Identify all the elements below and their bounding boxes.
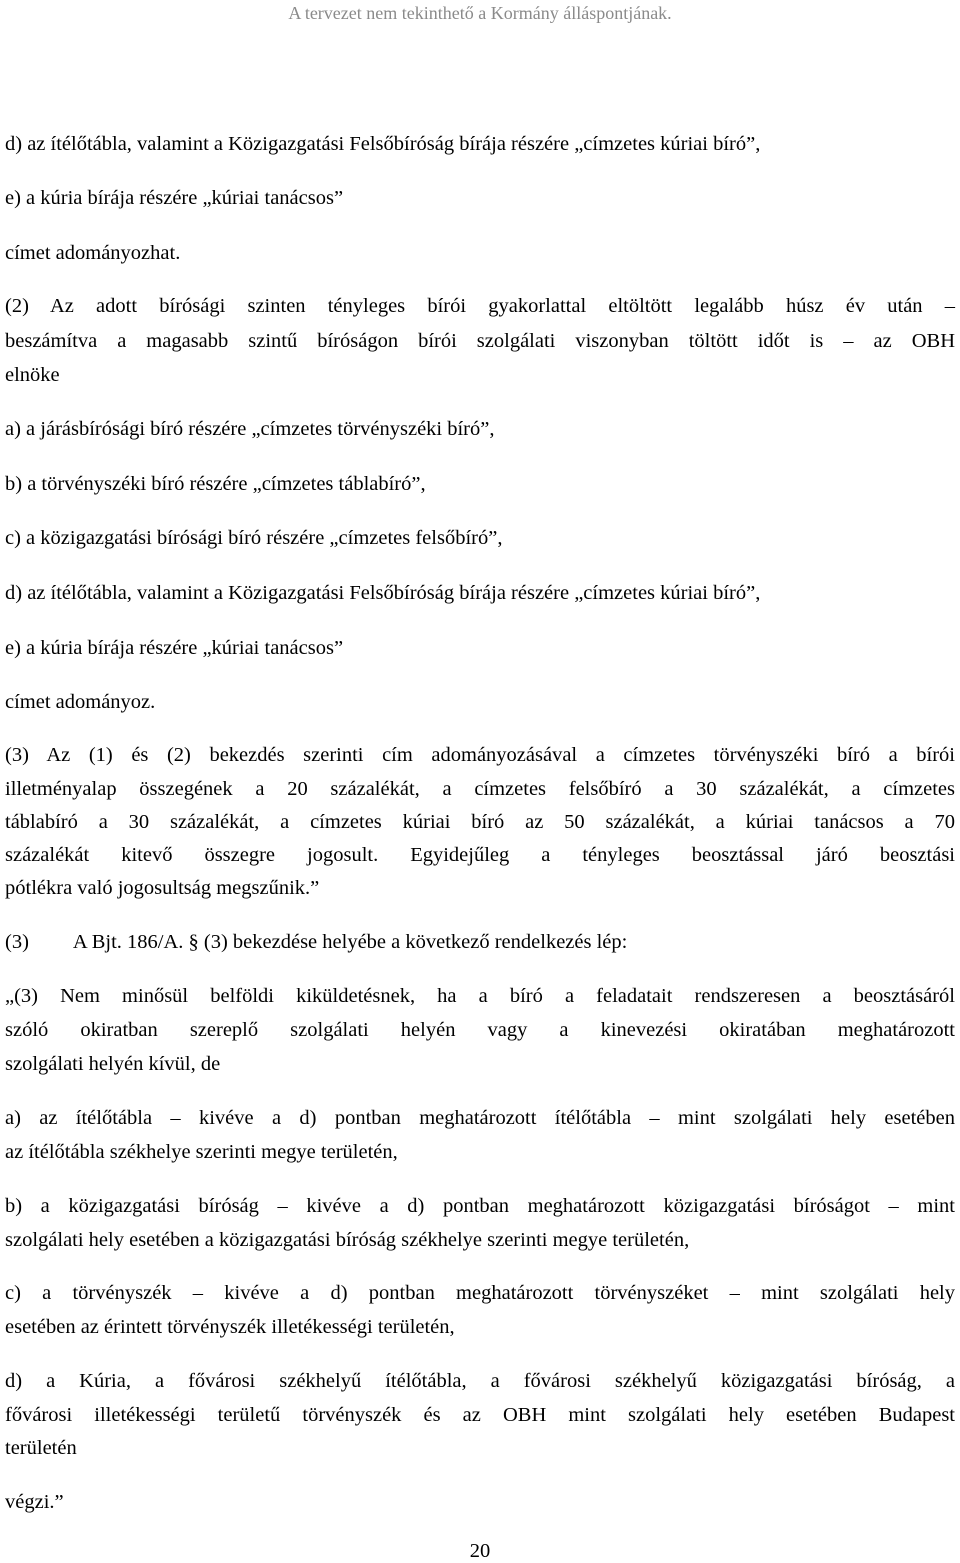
quote-point-c-line2: esetében az érintett törvényszék illetékességi területén, bbox=[5, 1316, 455, 1338]
para3-line1: (3) Az (1) és (2) bekezdés szerinti cím adományozásával a címzetes törvényszéki bíró a bírói bbox=[5, 744, 955, 766]
para2-line1: (2) Az adott bírósági szinten tényleges bírói gyakorlattal eltöltött legalább húsz év után – bbox=[5, 295, 955, 317]
quote-line3: szolgálati helyén kívül, de bbox=[5, 1053, 221, 1075]
block1-point-d: d) az ítélőtábla, valamint a Közigazgatási Felsőbíróság bírája részére „címzetes kúriai bíró”, bbox=[5, 133, 761, 155]
para3-line4: százalékát kitevő összegre jogosult. Egyidejűleg a tényleges beosztással járó beosztási bbox=[5, 844, 955, 866]
para3-line2: illetményalap összegének a 20 százalékát, a címzetes felsőbíró a 30 százalékát, a címzetes bbox=[5, 778, 955, 800]
para2-point-e: e) a kúria bírája részére „kúriai tanácsos” bbox=[5, 637, 344, 659]
block1-point-e: e) a kúria bírája részére „kúriai tanácsos” bbox=[5, 187, 344, 209]
para2-line2: beszámítva a magasabb szintű bíróságon bírói szolgálati viszonyban töltött időt is – az OBH bbox=[5, 330, 955, 352]
para2-point-c: c) a közigazgatási bírósági bíró részére „címzetes felsőbíró”, bbox=[5, 527, 503, 549]
page-number: 20 bbox=[469, 1540, 491, 1562]
quote-point-a-line1: a) az ítélőtábla – kivéve a d) pontban meghatározott ítélőtábla – mint szolgálati hely esetében bbox=[5, 1107, 955, 1129]
draft-notice-header: A tervezet nem tekinthető a Kormány álláspontjának. bbox=[288, 3, 672, 23]
quote-point-b-line2: szolgálati hely esetében a közigazgatási bíróság székhelye szerinti megye területén, bbox=[5, 1229, 690, 1251]
para3-line5: pótlékra való jogosultság megszűnik.” bbox=[5, 877, 320, 899]
amendment-text: A Bjt. 186/A. § (3) bekezdése helyébe a következő rendelkezés lép: bbox=[72, 931, 628, 953]
para2-closing: címet adományoz. bbox=[5, 691, 156, 713]
para2-point-d: d) az ítélőtábla, valamint a Közigazgatási Felsőbíróság bírája részére „címzetes kúriai bíró”, bbox=[5, 582, 761, 604]
para3-line3: táblabíró a 30 százalékát, a címzetes kúriai bíró az 50 százalékát, a kúriai tanácsos a 70 bbox=[5, 811, 955, 833]
para2-line3: elnöke bbox=[5, 364, 60, 386]
quote-line1: „(3) Nem minősül belföldi kiküldetésnek, ha a bíró a feladatait rendszeresen a beosztásáról bbox=[5, 985, 955, 1007]
amendment-number: (3) bbox=[5, 931, 29, 953]
block1-closing: címet adományozhat. bbox=[5, 242, 181, 264]
quote-point-d-line1: d) a Kúria, a fővárosi székhelyű ítélőtábla, a fővárosi székhelyű közigazgatási bíróság, a bbox=[5, 1370, 955, 1392]
quote-point-d-line3: területén bbox=[5, 1437, 77, 1459]
quote-point-a-line2: az ítélőtábla székhelye szerinti megye területén, bbox=[5, 1141, 398, 1163]
amendment-line bbox=[5, 930, 627, 954]
quote-line2: szóló okiratban szereplő szolgálati helyén vagy a kinevezési okiratában meghatározott bbox=[5, 1019, 955, 1041]
para2-point-b: b) a törvényszéki bíró részére „címzetes táblabíró”, bbox=[5, 473, 426, 495]
para2-point-a: a) a járásbírósági bíró részére „címzetes törvényszéki bíró”, bbox=[5, 418, 495, 440]
quote-point-d-line2: fővárosi illetékességi területű törvényszék és az OBH mint szolgálati hely esetében Budapest bbox=[5, 1404, 955, 1426]
quote-point-b-line1: b) a közigazgatási bíróság – kivéve a d) pontban meghatározott közigazgatási bíróságot – mint bbox=[5, 1195, 955, 1217]
quote-point-c-line1: c) a törvényszék – kivéve a d) pontban meghatározott törvényszéket – mint szolgálati hely bbox=[5, 1282, 955, 1304]
quote-closing: végzi.” bbox=[5, 1491, 64, 1513]
